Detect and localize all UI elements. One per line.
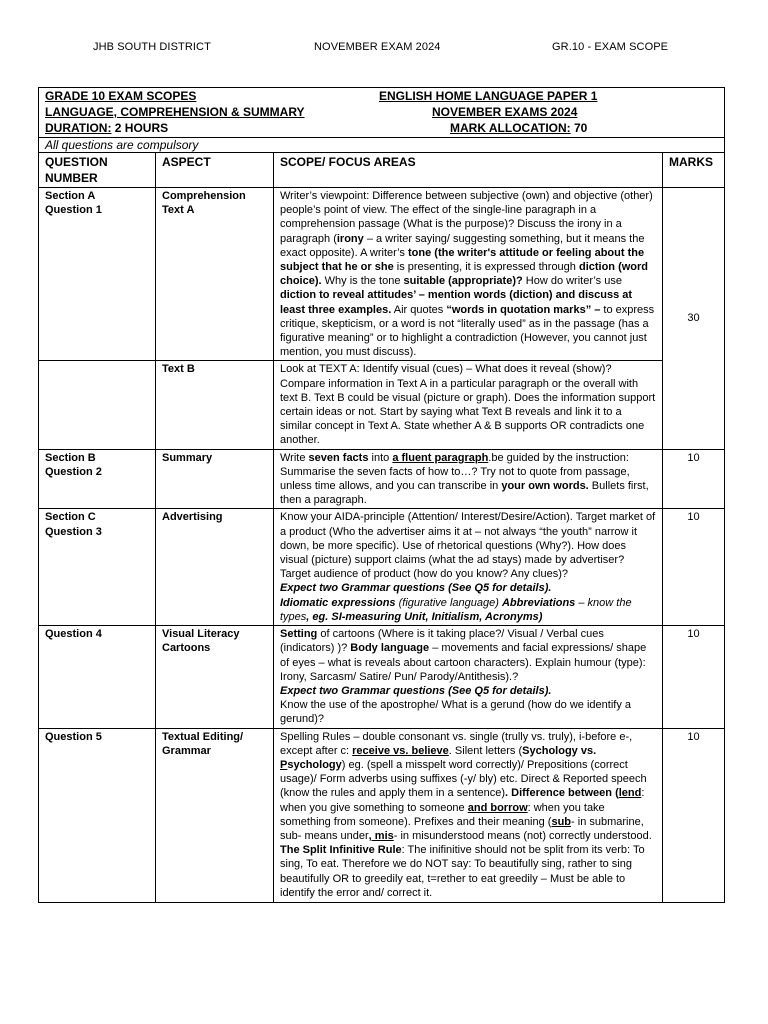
scope-cell [274, 188, 663, 361]
column-header-row [39, 153, 725, 188]
marks-cell: 10 [663, 449, 725, 509]
scope-emphasis: diction to reveal attitudes’ – mention words (diction) and discuss at least three examples. [280, 289, 633, 316]
scope-text: Why is the tone [321, 275, 404, 288]
scope-cell [274, 449, 663, 509]
scope-emphasis: sychology [287, 758, 342, 771]
marks-label: MARK ALLOCATION: [450, 121, 571, 135]
aspect-cell: Visual Literacy Cartoons [156, 626, 274, 728]
scope-emphasis: a fluent paragraph [392, 451, 489, 464]
scope-emphasis: receive vs. believe [352, 744, 449, 757]
scope-text: Spelling Rules – double consonant vs. single (trully vs. truly), i-before e-, except after c: [280, 730, 633, 757]
scope-emphasis: sub [551, 815, 572, 828]
scope-text: – movements and facial expressions/ shape of eyes – what is reveals about cartoon characters). Explain humour (type): Irony, Sarcasm/ Satire/ Pun/ Parody/Antithesis).? [280, 642, 647, 683]
info-row-subtitle [39, 104, 725, 120]
scope-emphasis: . Difference between ( [505, 787, 619, 800]
scope-emphasis: seven facts [308, 451, 369, 464]
scope-text: Know your AIDA-principle (Attention/ Interest/Desire/Action). Target market of a product (Who the advertiser aims it at – not always “the youth” narrow it down, be more specific). Use of rhetorical questions (Why?). How does visual (picture) support claims (what the ad stays) made by advertiser? Target audience of product (how do you know? Any clues)? [280, 511, 656, 581]
marks-cell: 10 [663, 728, 725, 902]
section-title: LANGUAGE, COMPREHENSION & SUMMARY [45, 105, 305, 119]
scope-emphasis: , eg. SI-measuring Unit, Initialism, Acronyms) [306, 610, 543, 623]
scope-text: - in submarine, sub- means under [280, 815, 644, 842]
scope-emphasis: Expect two Grammar questions (See Q5 for details). [280, 684, 552, 697]
scope-emphasis: lend [618, 787, 642, 800]
scope-cell [274, 728, 663, 902]
aspect-cell: Summary [156, 449, 274, 509]
scope-cell: Look at TEXT A: Identify visual (cues) – What does it reveal (show)? Compare information in Text A in a particular paragraph or the overall with text B. Text B could be visual (picture or graph). Does the information support certain ideas or not. Start by saying what Text B reveals and link it to a similar concept in Text A. State whether A & B supports OR contradicts one another. [274, 361, 663, 449]
duration-label: DURATION: [45, 121, 112, 135]
scope-text: How do writer’s use [522, 275, 622, 288]
question-cell: Question 5 [39, 728, 156, 902]
scope-emphasis: your own words. [501, 480, 589, 493]
header-district: JHB SOUTH DISTRICT [93, 41, 211, 53]
scope-emphasis: diction (word choice). [280, 261, 649, 288]
scope-text: : when you give something to someone [280, 787, 645, 814]
compulsory-row [39, 138, 725, 153]
aspect-cell: Textual Editing/ Grammar [156, 728, 274, 902]
col-scope: SCOPE/ FOCUS AREAS [274, 153, 663, 188]
header-scope: GR.10 - EXAM SCOPE [552, 41, 669, 53]
scope-text: – know the types [280, 596, 632, 623]
grade-title: GRADE 10 EXAM SCOPES [45, 89, 197, 103]
scope-emphasis: Idiomatic expressions [280, 596, 396, 609]
scope-emphasis: The Split Infinitive Rule [280, 844, 402, 857]
marks-cell: 10 [663, 626, 725, 728]
scope-text: . Silent letters ( [448, 744, 523, 757]
marks-cell: 30 [663, 188, 725, 450]
scope-cell [274, 626, 663, 728]
info-row-title [39, 88, 725, 105]
exam-session: NOVEMBER EXAMS 2024 [432, 105, 578, 119]
scope-emphasis: suitable (appropriate)? [403, 275, 523, 288]
question-cell [39, 361, 156, 449]
scope-emphasis: Sychology vs. [522, 744, 597, 757]
scope-text: ) eg. (spell a misspelt word correctly)/ Prepositions (correct usage)/ Form adverbs using suffixes (-y/ bly) etc. Direct & Reported speech (know the rules and apply them in a sentence) [280, 758, 647, 800]
table-row-question-5 [39, 728, 725, 902]
scope-text: : The inifinitive should not be split from its verb: To sing, To eat. Therefore we do NOT say: To beautifully sing, rather to sing beautifully OR to greedily eat, t=rether to eat greedily – Must be able to identify the error and/ correct it. [280, 844, 645, 899]
scope-text: of cartoons (Where is it taking place?/ Visual / Verbal cues (indicators) )? [280, 628, 604, 655]
scope-emphasis: Body language [350, 642, 430, 655]
scope-text: Air quotes [391, 303, 447, 316]
header-exam: NOVEMBER EXAM 2024 [314, 41, 441, 53]
scope-emphasis: and borrow [467, 801, 528, 814]
scope-text: .be guided by the instruction: Summarise the seven facts of how to…? Try not to quote from passage, unless time allows, and you can transcribe in [280, 451, 630, 493]
scope-emphasis: Expect two Grammar questions (See Q5 for details). [280, 582, 552, 595]
scope-emphasis: P [280, 758, 288, 771]
scope-text: Write [280, 451, 309, 464]
table-row-question-3 [39, 509, 725, 626]
question-cell: Section A Question 1 [39, 188, 156, 361]
scope-emphasis: tone (the writer's attitude or feeling about the subject that he or she [280, 246, 645, 274]
scope-text: : when you take something from someone). Prefixes and their meaning ( [280, 801, 605, 828]
scope-emphasis: irony [336, 232, 364, 245]
scope-emphasis: , mis [368, 829, 394, 842]
scope-text: Know the use of the apostrophe/ What is a gerund (how do we identify a gerund)? [280, 699, 631, 726]
aspect-cell: Advertising [156, 509, 274, 626]
col-question: QUESTION NUMBER [39, 153, 156, 188]
duration-value: 2 HOURS [111, 121, 169, 135]
question-cell: Question 4 [39, 626, 156, 728]
scope-text: Writer’s viewpoint: Difference between subjective (own) and objective (other) people’s point of view. The effect of the single-line paragraph in a comprehension passage (What is the purpose)? Discuss the irony in a paragraph ( [280, 190, 653, 245]
scope-text: – a writer saying/ suggesting something, but it means the exact opposite). A writer’s [280, 232, 645, 259]
paper-title: ENGLISH HOME LANGUAGE PAPER 1 [379, 89, 598, 103]
col-aspect: ASPECT [156, 153, 274, 188]
scope-emphasis: “words in quotation marks” – [446, 303, 601, 316]
question-cell: Section C Question 3 [39, 509, 156, 626]
scope-text: is presenting, it is expressed through [393, 261, 579, 274]
table-row-question-1-text-b [39, 361, 725, 449]
aspect-cell: Text B [156, 361, 274, 449]
scope-cell [274, 509, 663, 626]
scope-text: to express critique, skepticism, or a word is not “literally used” as in the passage (has a figurative meaning” or to highlight a contradiction (However, you cannot just mention, you must discuss). [280, 303, 655, 359]
table-row-question-4 [39, 626, 725, 728]
table-row-question-2 [39, 449, 725, 509]
aspect-cell: Comprehension Text A [156, 188, 274, 361]
marks-cell: 10 [663, 509, 725, 626]
scope-emphasis: Abbreviations [501, 596, 576, 609]
marks-value: 70 [570, 121, 588, 135]
table-row-question-1-text-a [39, 188, 725, 361]
compulsory-note: All questions are compulsory [39, 138, 725, 153]
scope-emphasis: Setting [280, 628, 318, 641]
exam-scope-table [38, 87, 725, 903]
scope-text: - in misunderstood means (not) correctly understood. [393, 829, 652, 842]
scope-text: (figurative language) [395, 596, 502, 609]
question-cell: Section B Question 2 [39, 449, 156, 509]
info-row-duration [39, 120, 725, 138]
col-marks: MARKS [663, 153, 725, 188]
scope-text: Bullets first, then a paragraph. [280, 480, 649, 507]
scope-text: into [368, 451, 393, 464]
